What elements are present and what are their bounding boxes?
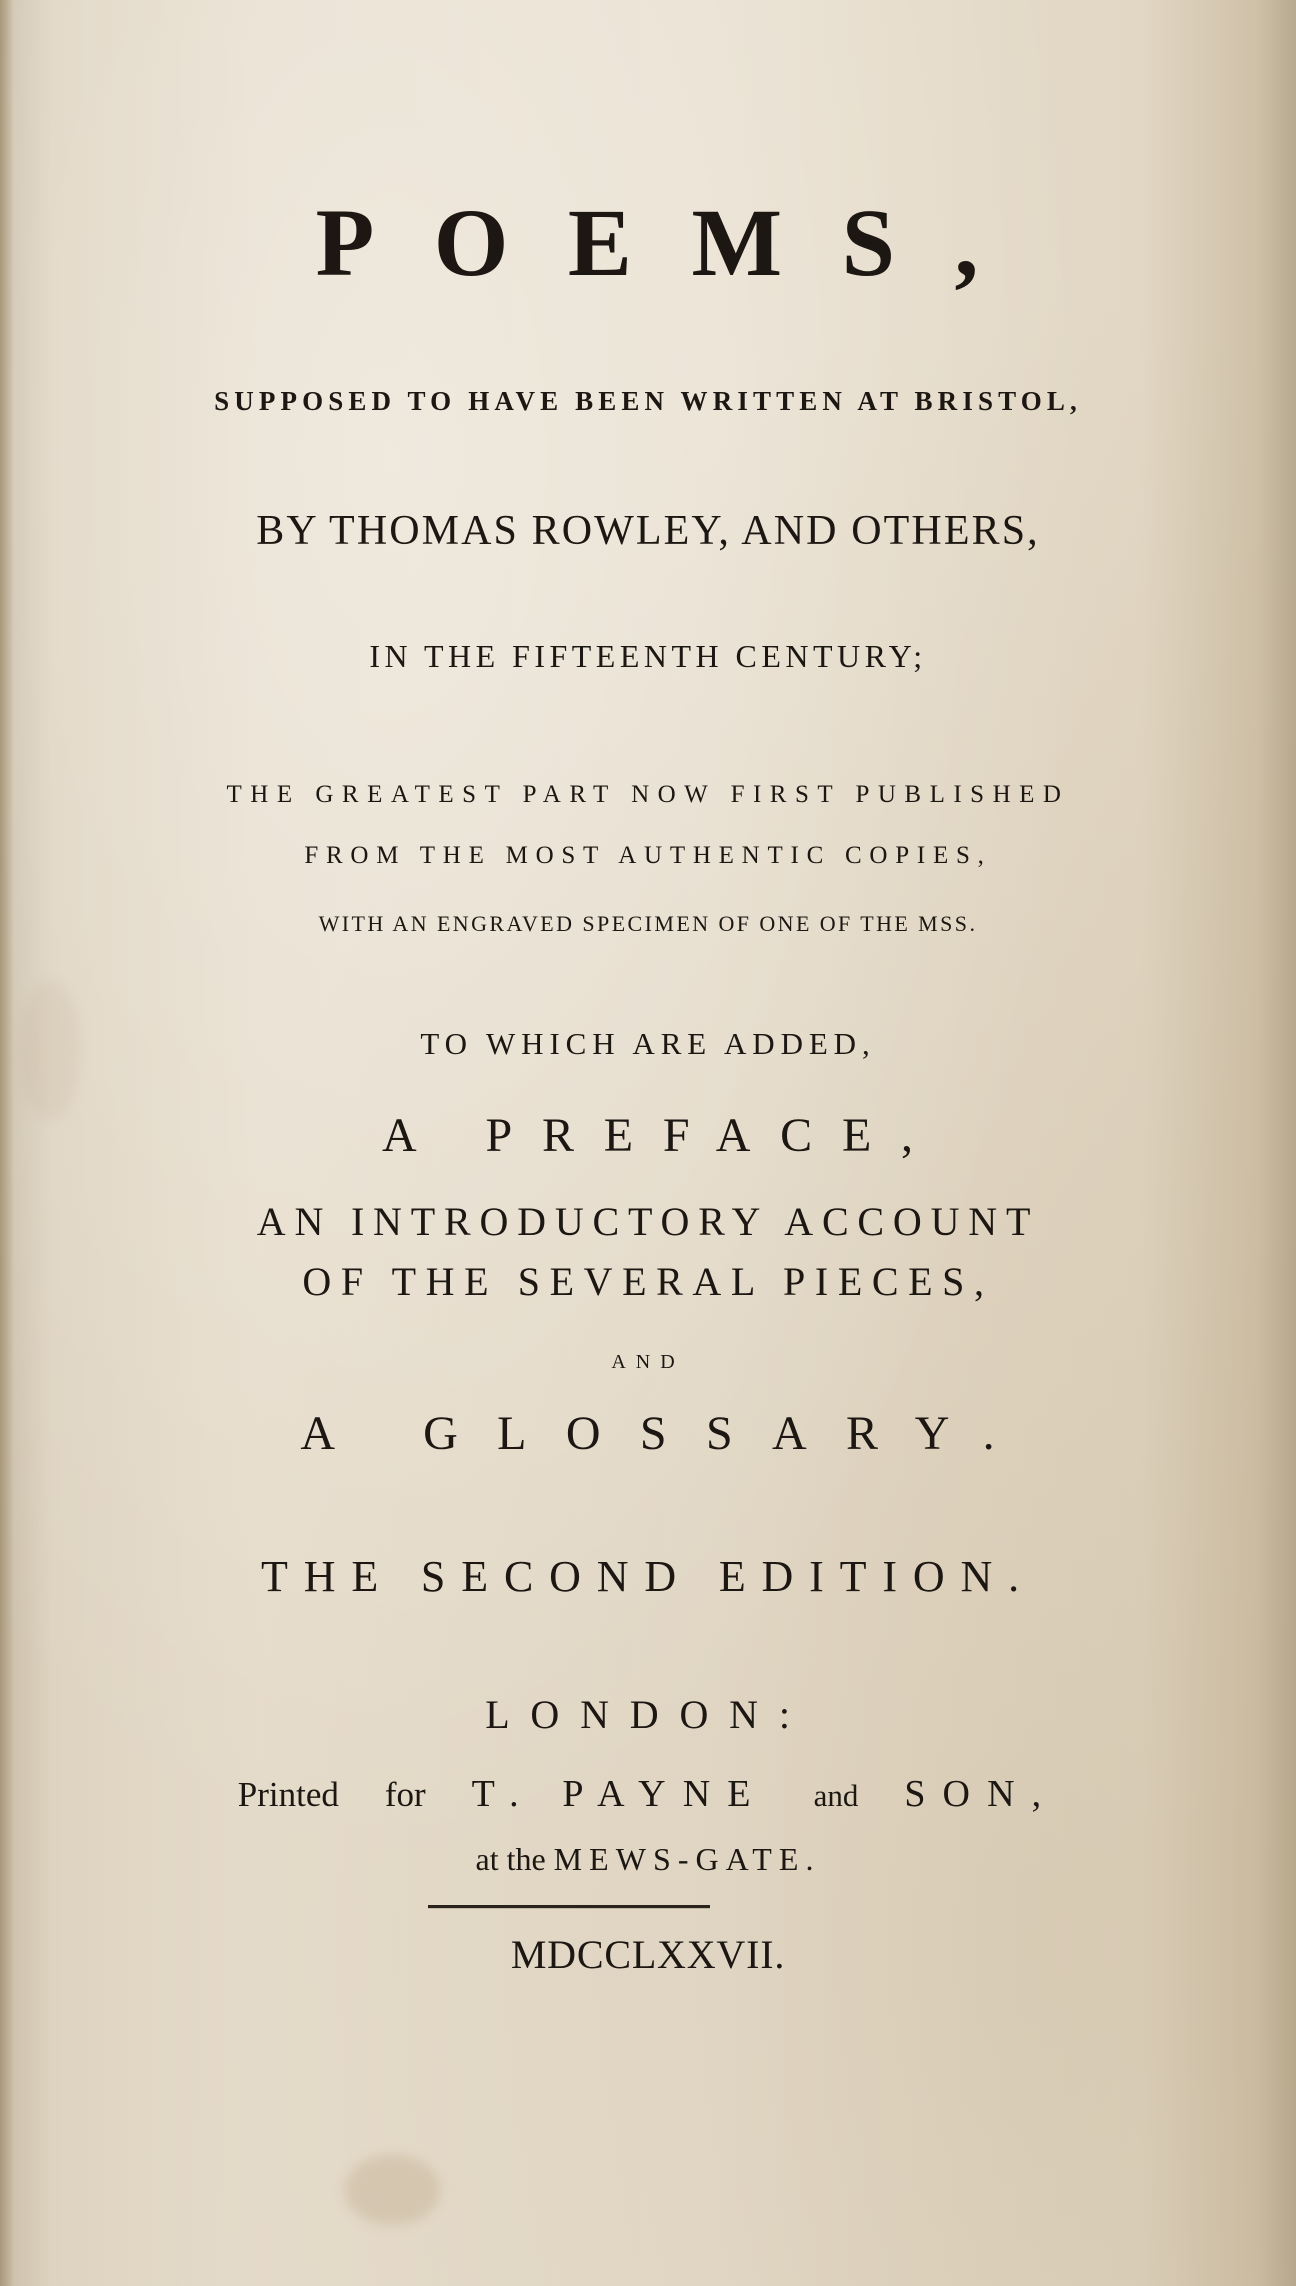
added-line: TO WHICH ARE ADDED, <box>420 1026 876 1061</box>
imprint-and: and <box>813 1778 859 1813</box>
imprint-for: for <box>384 1775 426 1814</box>
imprint-at-the: at the <box>475 1841 546 1877</box>
glossary-line: A GLOSSARY. <box>300 1407 1034 1460</box>
imprint-printed: Printed <box>237 1775 339 1814</box>
introductory-account-line: AN INTRODUCTORY ACCOUNT <box>256 1199 1040 1244</box>
imprint-rule <box>428 1905 710 1908</box>
publication-date: MDCCLXXVII. <box>510 1932 786 1977</box>
imprint-location: MEWS-GATE. <box>553 1841 821 1877</box>
paper-stain <box>345 2155 440 2225</box>
engraved-specimen-line: WITH AN ENGRAVED SPECIMEN OF ONE OF THE MSS. <box>318 911 978 936</box>
imprint-publisher: T. PAYNE <box>471 1773 768 1815</box>
imprint-printed-line <box>0 1775 1296 1813</box>
preface-line: A PREFACE, <box>382 1109 943 1162</box>
author-line: BY THOMAS ROWLEY, AND OTHERS, <box>256 508 1040 554</box>
edition-line: THE SECOND EDITION. <box>261 1552 1035 1601</box>
several-pieces-line: OF THE SEVERAL PIECES, <box>302 1259 994 1304</box>
authentic-copies-line: FROM THE MOST AUTHENTIC COPIES, <box>304 842 992 869</box>
greatest-part-line: THE GREATEST PART NOW FIRST PUBLISHED <box>226 781 1070 808</box>
book-title: POEMS, <box>315 189 1039 296</box>
city-line: LONDON: <box>485 1692 811 1737</box>
and-line: AND <box>611 1351 685 1373</box>
century-line: IN THE FIFTEENTH CENTURY; <box>369 638 927 674</box>
supposed-line: SUPPOSED TO HAVE BEEN WRITTEN AT BRISTOL, <box>214 386 1082 416</box>
imprint-location-line <box>0 1843 1296 1875</box>
imprint-son: SON, <box>904 1773 1059 1815</box>
